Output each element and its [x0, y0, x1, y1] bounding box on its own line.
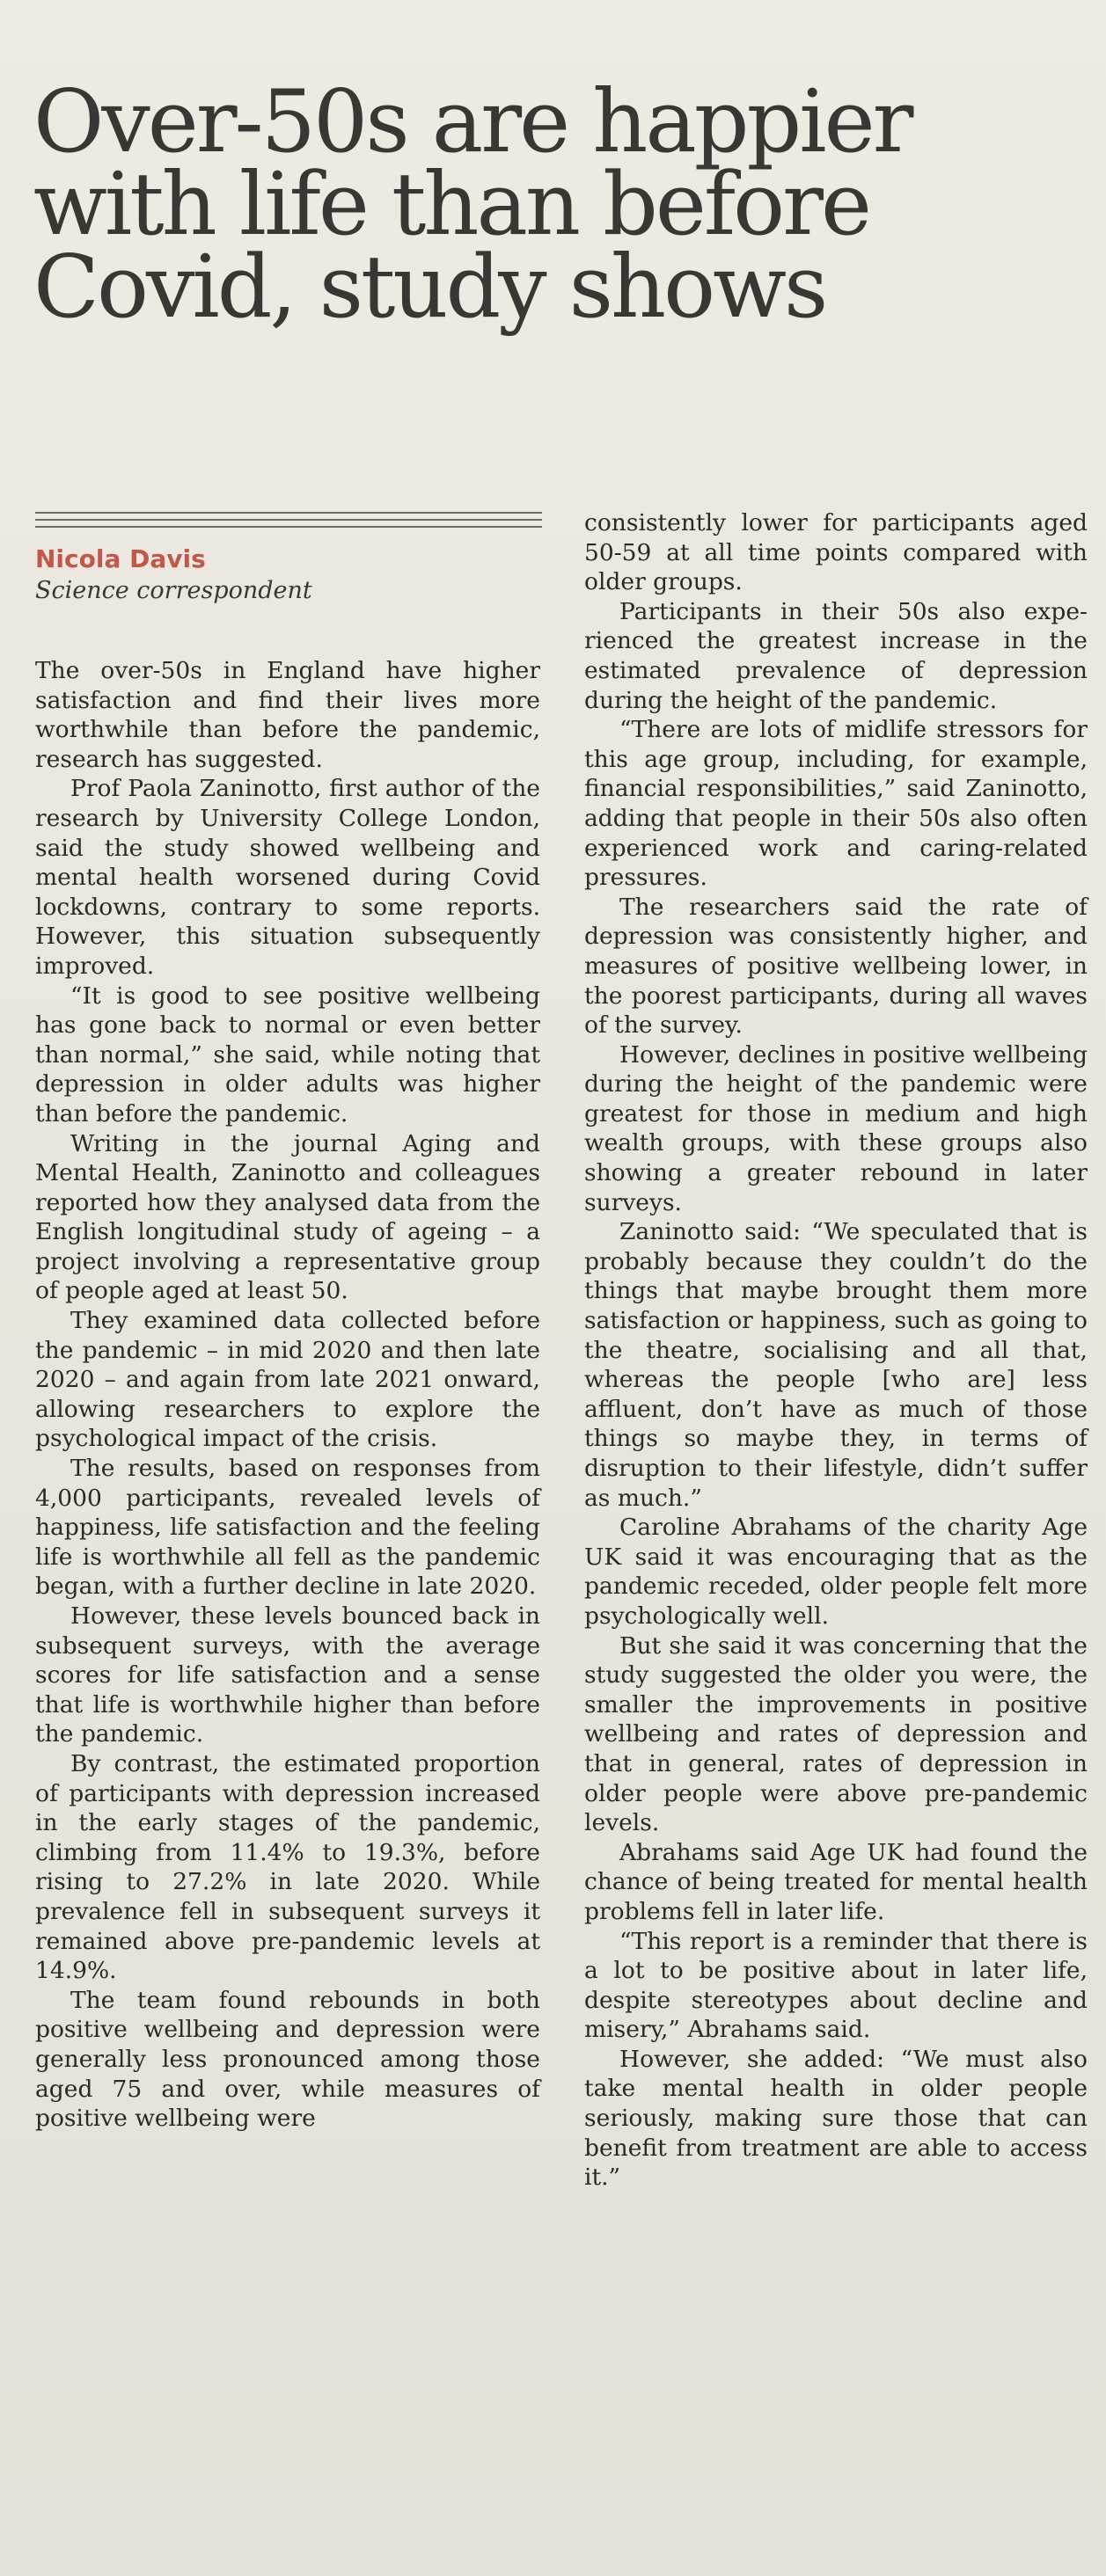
paragraph: The researchers said the rate of depression was consistently higher, and measures of positive wellbeing lower, in the poorest participants, during all waves of the survey.	[584, 893, 1088, 1040]
byline	[35, 544, 542, 607]
paragraph: Writing in the journal Aging and Mental Health, Zaninotto and colleagues reported how they analysed data from the English longitudinal study of ageing – a project involving a representative group of people aged at least 50.	[35, 1129, 540, 1305]
paragraph: The team found rebounds in both positive wellbeing and depression were generally less pronounced among those aged 75 and over, while measures of positive wellbeing were	[35, 1986, 540, 2133]
paragraph: “There are lots of midlife stressors for this age group, including, for example, financial responsibilities,” said Zaninotto, adding that people in their 50s also often experienced work and caring-related pressures.	[584, 716, 1088, 892]
rule-line	[35, 519, 542, 521]
paragraph: Caroline Abrahams of the charity Age UK said it was encouraging that as the pandemic receded, older people felt more psychologically well.	[584, 1514, 1088, 1630]
rule-line	[35, 512, 542, 514]
paragraph: However, these levels bounced back in subsequent surveys, with the average scores for life satisfaction and a sense that life is worthwhile higher than before the pandemic.	[35, 1602, 540, 1748]
paragraph: The over-50s in England have higher satisfaction and find their lives more worthwhile than before the pandemic, research has suggested.	[35, 657, 540, 773]
article-column-right	[584, 508, 1088, 2193]
headline-line: Covid, study shows	[33, 237, 826, 338]
paragraph: By contrast, the estimated proportion of participants with depression increased in the early stages of the pandemic, climbing from 11.4% to 19.3%, before rising to 27.2% in late 2020. While prevalence fell in subsequent surveys it remained above pre-pandemic levels at 14.9%.	[35, 1749, 540, 1985]
paragraph: They examined data collected before the pandemic – in mid 2020 and then late 2020 – and again from late 2021 onward, allowing researchers to explore the psychological impact of the crisis.	[35, 1307, 540, 1453]
headline-line: with life than before	[33, 155, 870, 255]
paragraph: Abrahams said Age UK had found the chance of being treated for mental health problems fell in later life.	[584, 1838, 1088, 1925]
paragraph: The results, based on responses from 4,000 participants, revealed levels of happiness, life satisfaction and the feeling life is worthwhile all fell as the pandemic began, with a further decline in late 2020.	[35, 1455, 540, 1601]
byline-rules	[35, 512, 542, 533]
headline-line: Over-50s are happier	[33, 72, 912, 172]
headline	[33, 72, 1072, 338]
paragraph: But she said it was concerning that the study suggested the older you were, the smaller the improvements in positive wellbeing and rates of depression and that in general, rates of depression in older people were above pre-pandemic levels.	[584, 1631, 1088, 1837]
paragraph: Prof Paola Zaninotto, first author of the research by University College London, said the study showed wellbeing and mental health worsened during Covid lockdowns, contrary to some reports. However, this situation subsequently improved.	[35, 775, 540, 980]
author-role: Science correspondent	[35, 577, 312, 604]
article-column-left	[35, 656, 540, 2134]
paragraph: Zaninotto said: “We speculated that is probably because they couldn’t do the things that maybe brought them more satisfaction or happiness, such as going to the theatre, socialising and all that, whereas the people [who are] less affluent, don’t have as much of those things so maybe they, in terms of disruption to their lifestyle, didn’t suffer as much.”	[584, 1218, 1088, 1512]
author-name: Nicola Davis	[35, 544, 206, 573]
paragraph: consistently lower for participants aged 50-59 at all time points compared with older groups.	[584, 509, 1088, 596]
rule-line	[35, 526, 542, 528]
paragraph: However, declines in positive wellbeing during the height of the pandemic were greatest for those in medium and high wealth groups, with these groups also showing a greater rebound in later surveys.	[584, 1040, 1088, 1216]
paragraph: “This report is a reminder that there is a lot to be positive about in later life, despite stereotypes about decline and misery,” Abrahams said.	[584, 1927, 1088, 2044]
paragraph: “It is good to see positive wellbeing has gone back to normal or even better than normal,” she said, while noting that depression in older adults was higher than before the pandemic.	[35, 982, 540, 1127]
paragraph: Participants in their 50s also experienced the greatest increase in the estimated prevalence of depression during the height of the pandemic.	[584, 597, 1088, 714]
paragraph: However, she added: “We must also take mental health in older people seriously, making sure those that can benefit from treatment are able to access it.”	[584, 2045, 1088, 2192]
